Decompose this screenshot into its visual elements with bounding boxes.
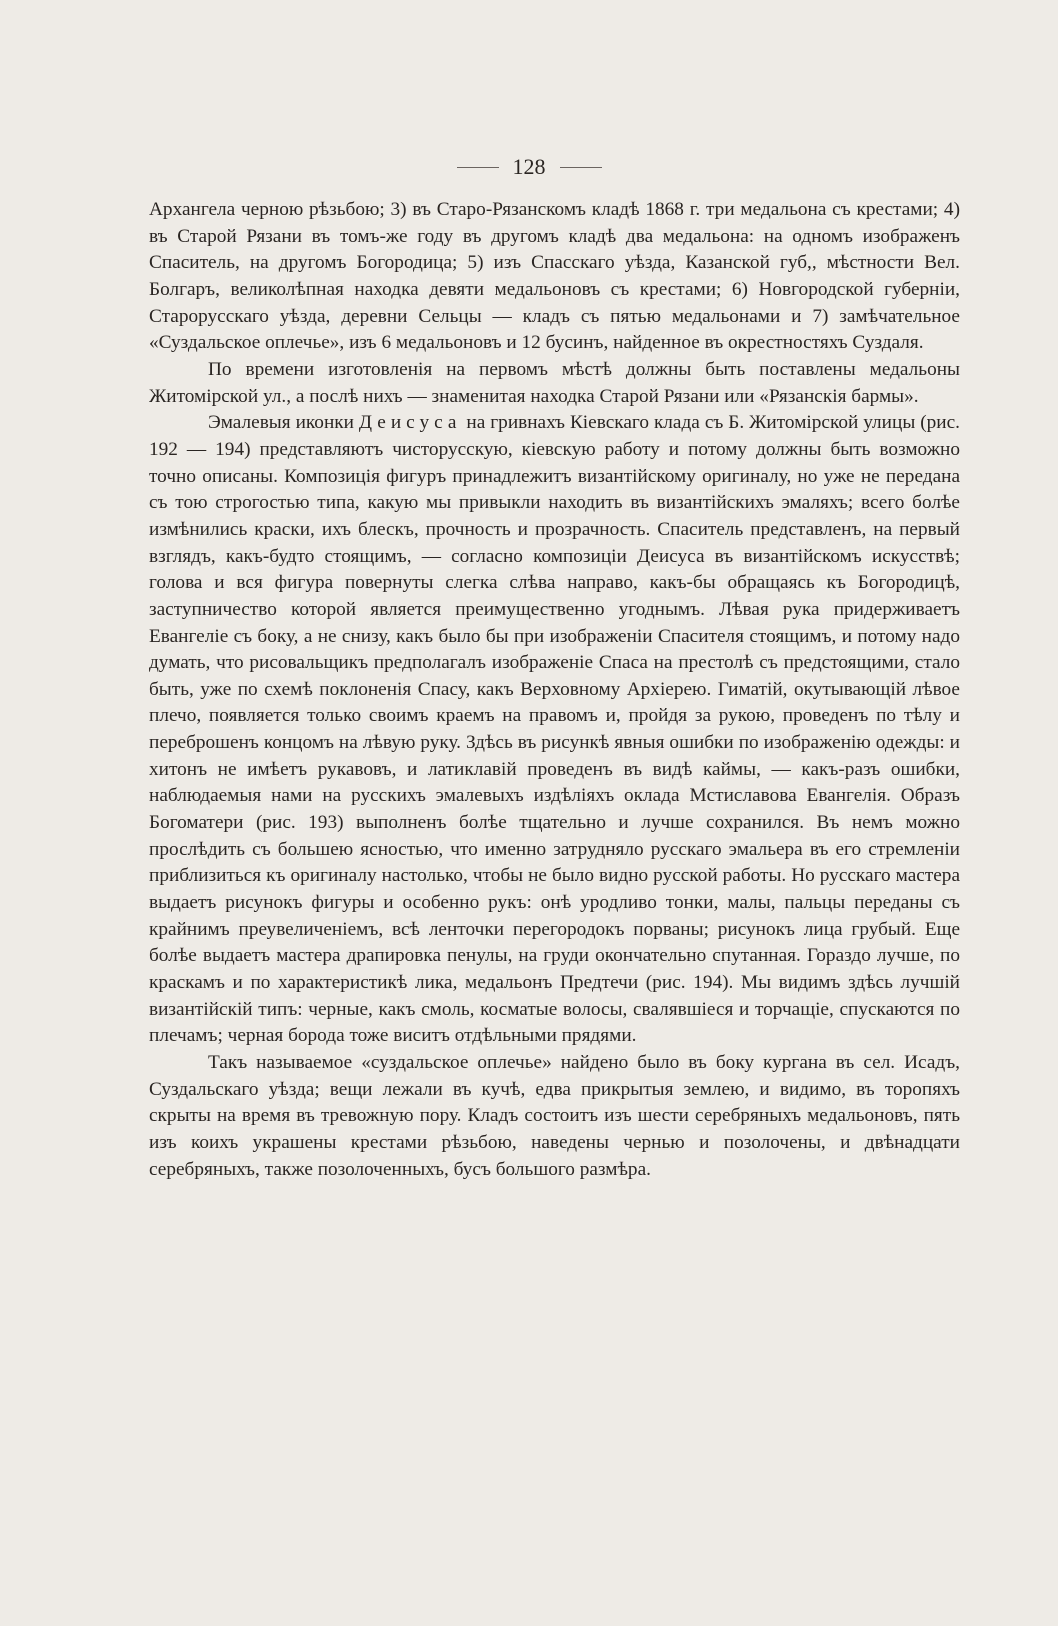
page-number: 128 (512, 154, 546, 179)
paragraph-4 (149, 1050, 960, 1183)
paragraph-1-text: Архангела черною рѣзьбою; 3) въ Старо-Рязанскомъ кладѣ 1868 г. три медальона съ крестами; 4) въ Старой Рязани въ томъ-же году въ другомъ кладѣ два медальона: на одномъ изображенъ Спаситель, на другомъ Богородица; 5) изъ Спасскаго уѣзда, Казанской губ,, мѣстности Вел. Болгаръ, великолѣпная находка девяти медальоновъ съ крестами; 6) Новгородской губерніи, Старорусскаго уѣзда, деревни Сельцы — кладъ съ пятью медальонами и 7) замѣчательное «Суздальское оплечье», изъ 6 медальоновъ и 12 бусинъ, найденное въ окрестностяхъ Суздаля. (149, 199, 960, 354)
spaced-term-deisus: Деисуса (358, 412, 462, 434)
paragraph-4-text: Такъ называемое «суздальское оплечье» найдено было въ боку кургана въ сел. Исадъ, Суздальскаго уѣзда; вещи лежали въ кучѣ, едва прикрытыя землею, и видимо, въ торопяхъ скрыты на время въ тревожную пору. Кладъ состоитъ изъ шести серебряныхъ медальоновъ, пять изъ коихъ украшены крестами рѣзьбою, наведены чернью и позолочены, и двѣнадцати серебряныхъ, также позолоченныхъ, бусъ большого размѣра. (149, 1052, 960, 1180)
paragraph-3-text-start: Эмалевыя иконки (208, 412, 359, 434)
paragraph-2-text: По времени изготовленія на первомъ мѣстѣ должны быть поставлены медальоны Житомірской ул., а послѣ нихъ — знаменитая находка Старой Рязани или «Рязанскія бармы». (149, 358, 960, 407)
paragraph-3 (149, 410, 960, 1050)
paragraph-2 (149, 357, 960, 410)
header-rule-left (457, 167, 499, 168)
paragraph-3-text-rest: на гривнахъ Кіевскаго клада съ Б. Житомірской улицы (рис. 192 — 194) представляютъ чисторусскую, кіевскую работу и потому должны быть возможно точно описаны. Композиція фигуръ принадлежитъ византійскому оригиналу, но уже не передана съ тою строгостью типа, какую мы привыкли находить въ византійскихъ эмаляхъ; всего болѣе измѣнились краски, ихъ блескъ, прочность и прозрачность. Спаситель представленъ, на первый взглядъ, какъ-будто стоящимъ, — согласно композиціи Деисуса въ византійскомъ искусствѣ; голова и вся фигура повернуты слегка слѣва направо, какъ-бы обращаясь къ Богородицѣ, заступничество которой является преимущественно угоднымъ. Лѣвая рука придерживаетъ Евангеліе съ боку, а не снизу, какъ было бы при изображеніи Спасителя стоящимъ, и потому надо думать, что рисовальщикъ предполагалъ изображеніе Спаса на престолѣ съ предстоящими, стало быть, уже по схемѣ поклоненія Спасу, какъ Верховному Архіерею. Гиматій, окутывающій лѣвое плечо, появляется только своимъ краемъ на правомъ и, пройдя за рукою, проведенъ по тѣлу и переброшенъ концомъ на лѣвую руку. Здѣсь въ рисункѣ явныя ошибки по изображенію одежды: и хитонъ не имѣетъ рукавовъ, и латиклавій проведенъ въ видѣ каймы, — какъ-разъ ошибки, наблюдаемыя нами на русскихъ эмалевыхъ издѣліяхъ оклада Мстиславова Евангелія. Образъ Богоматери (рис. 193) выполненъ болѣе тщательно и лучше сохранился. Въ немъ можно прослѣдить съ большею ясностью, что именно затрудняло русскаго эмальера въ его стремленіи приблизиться къ оригиналу настолько, чтобы не было видно русской работы. Но русскаго мастера выдаетъ рисунокъ фигуры и особенно рукъ: онѣ уродливо тонки, малы, пальцы переданы съ крайнимъ преувеличеніемъ, всѣ ленточки перегородокъ порваны; рисунокъ лица грубый. Еще болѣе выдаетъ мастера драпировка пенулы, на груди окончательно спутанная. Гораздо лучше, по краскамъ и по характеристикѣ лика, медальонъ Предтечи (рис. 194). Мы видимъ здѣсь лучшій византійскій типъ: черные, какъ смоль, косматые волосы, свалявшіеся и торчащіе, спускаются по плечамъ; черная борода тоже виситъ отдѣльными прядями. (149, 412, 960, 1047)
header-rule-right (560, 167, 602, 168)
body-text (149, 197, 960, 1183)
page-header (0, 154, 1058, 180)
paragraph-1 (149, 197, 960, 357)
